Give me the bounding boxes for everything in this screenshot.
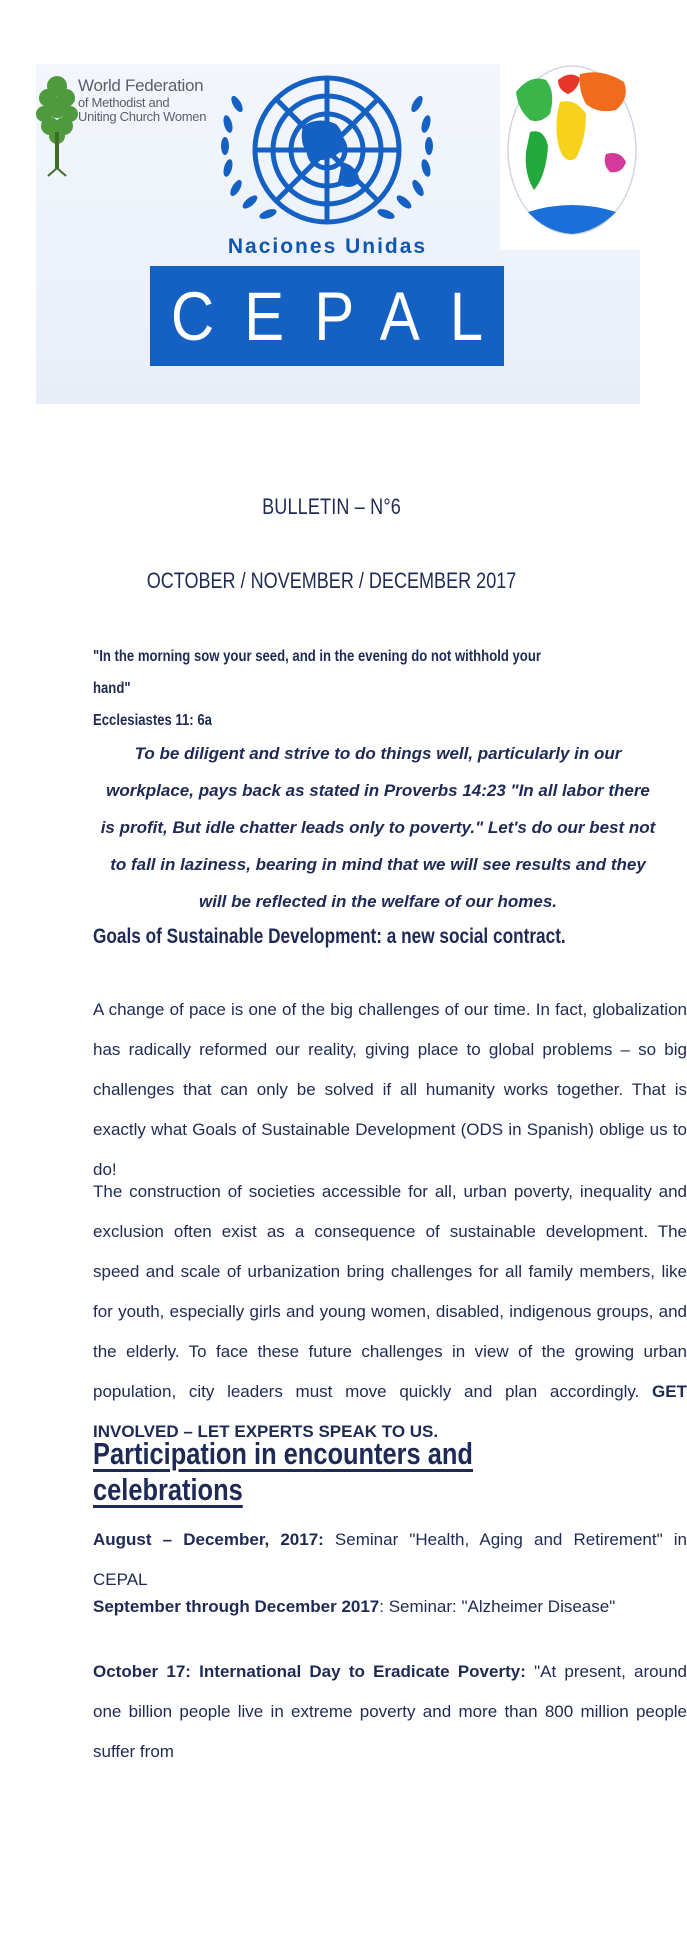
wfmucw-line-2: of Methodist and — [78, 94, 170, 110]
goals-paragraph-1: A change of pace is one of the big challenges of our time. In fact, globalization has radically reformed our reality, giving place to global problems – so big challenges that can only be solved if all humanity works together. That is exactly what Goals of Sustainable Development (ODS in Spanish) oblige us to do! — [93, 1000, 687, 1179]
wfmucw-line-1: World Federation — [78, 76, 204, 95]
goals-paragraph-2-emphasis: GET INVOLVED – LET EXPERTS SPEAK TO US. — [93, 1382, 687, 1441]
reflection-paragraph — [100, 735, 656, 920]
wfmucw-name — [78, 76, 218, 125]
bulletin-period: OCTOBER / NOVEMBER / DECEMBER 2017 — [146, 568, 517, 593]
event-description: Seminar "Health, Aging and Retirement" in CEPAL — [93, 1530, 687, 1589]
verse-block — [93, 641, 569, 737]
event-date: October 17: International Day to Eradicate Poverty: — [93, 1662, 526, 1681]
verse-reference: Ecclesiastes 11: 6a — [93, 712, 212, 729]
tree-icon — [36, 70, 78, 178]
goals-paragraph-2-text: The construction of societies accessible for all, urban poverty, inequality and exclusion often exist as a consequence of sustainable development. The speed and scale of urbanization bring challenges for all family members, like for youth, especially girls and young women, disabled, indigenous groups, and the elderly. To face these future challenges in view of the growing urban population, city leaders must move quickly and plan accordingly. — [93, 1182, 687, 1401]
bulletin-title: BULLETIN – N°6 — [262, 494, 401, 519]
event-date: August – December, 2017: — [93, 1530, 324, 1549]
world-map-panel — [500, 58, 643, 250]
cepal-logo-box — [150, 266, 514, 366]
verse-quote: "In the morning sow your seed, and in the evening do not withhold your hand" — [93, 648, 541, 697]
goals-section-title: Goals of Sustainable Development: a new social contract. — [93, 925, 566, 948]
world-map-icon — [506, 62, 638, 248]
cepal-label: CEPAL — [170, 277, 514, 355]
naciones-unidas-label: Naciones Unidas — [227, 235, 428, 258]
participation-section-title: Participation in encounters and celebrations — [93, 1436, 473, 1507]
wfmucw-line-3: Uniting Church Women — [78, 109, 207, 125]
goals-paragraph-2 — [93, 1172, 687, 1452]
event-description: "At present, around one billion people live in extreme poverty and more than 800 million people suffer from — [93, 1662, 687, 1761]
un-emblem-icon — [208, 68, 446, 238]
event-description: : Seminar: "Alzheimer Disease" — [379, 1597, 616, 1616]
wfmucw-logo — [36, 66, 206, 178]
event-date: September through December 2017 — [93, 1597, 380, 1616]
reflection-text: To be diligent and strive to do things well, particularly in our workplace, pays back as stated in Proverbs 14:23 "In all labor there is profit, But idle chatter leads only to poverty." Let's do our best not to fall in laziness, bearing in mind that we will see results and they will be reflected in the welfare of our homes. — [100, 744, 656, 911]
event-item — [93, 1587, 687, 1627]
event-item — [93, 1652, 687, 1772]
